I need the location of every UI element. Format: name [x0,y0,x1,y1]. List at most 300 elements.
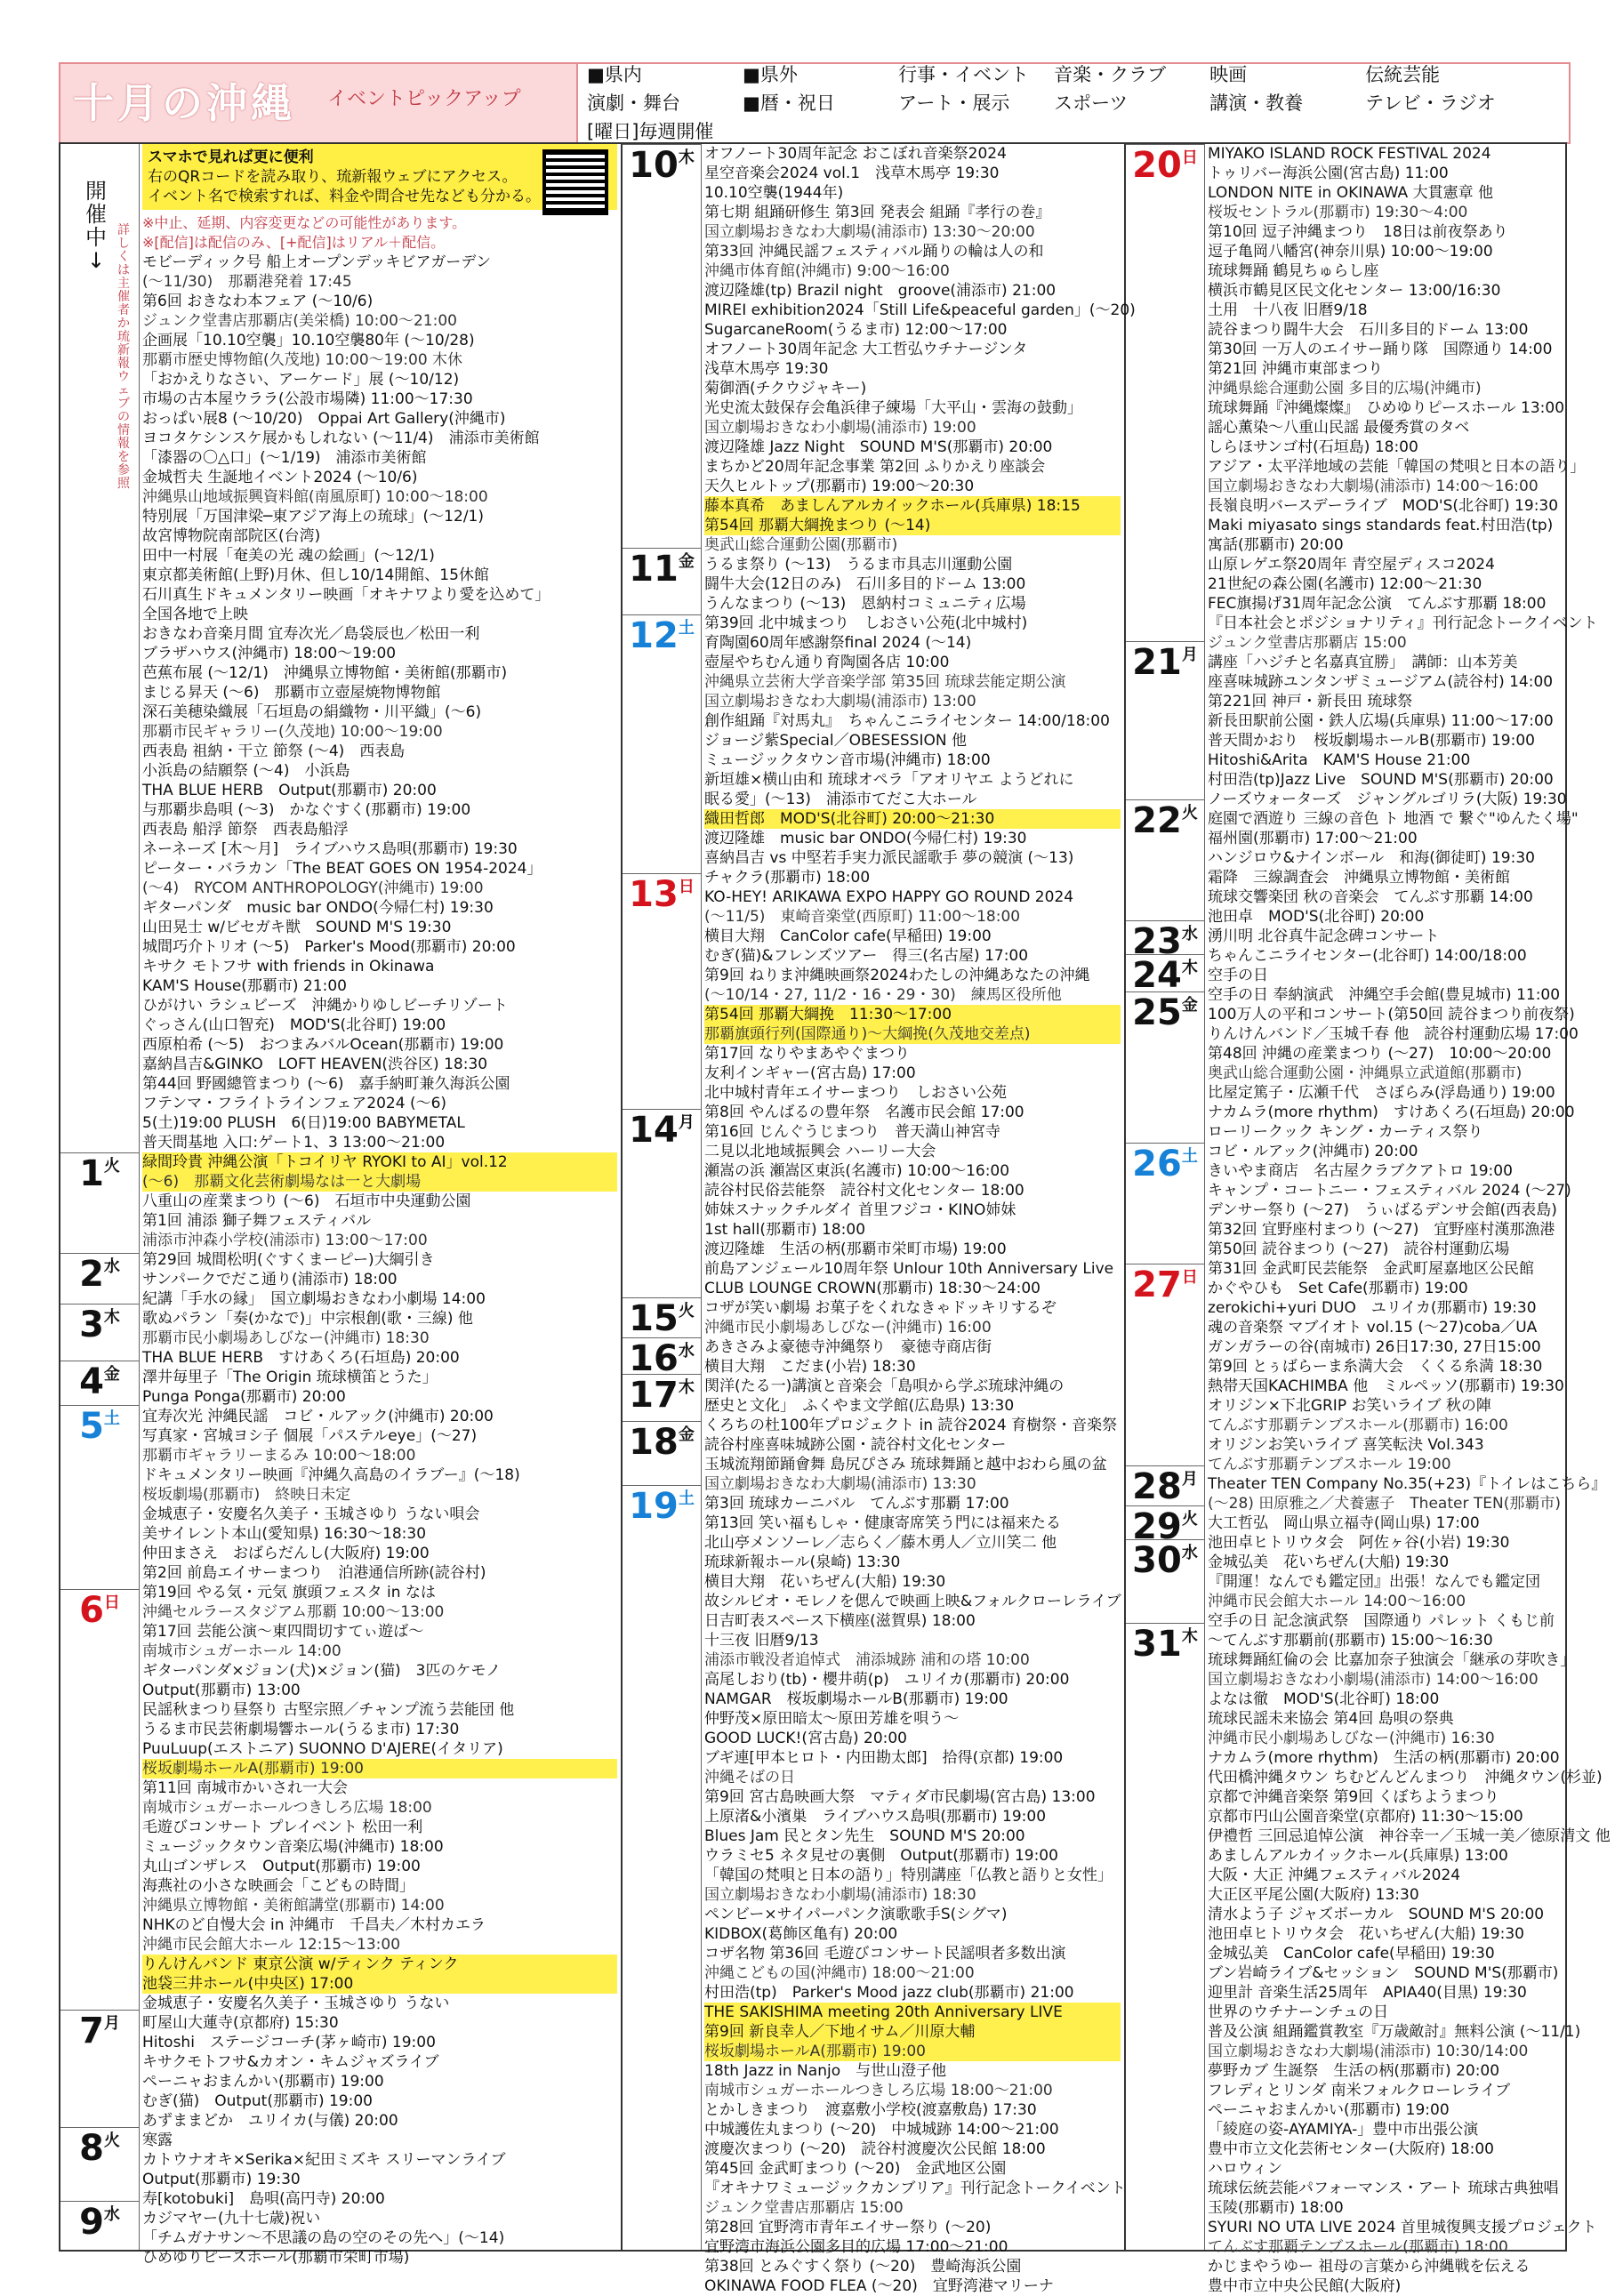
event-item[interactable]: ピーター・バラカン「The BEAT GOES ON 1954-2024」 [142,860,542,878]
event-item[interactable]: 第48回 沖縄の産業まつり (～27) 10:00～20:00 [1208,1045,1552,1063]
event-item[interactable]: 普天間基地 入口:ゲート1、3 13:00～21:00 [142,1134,446,1152]
event-item[interactable]: Theater TEN Company No.35(+23)『トイレはこちら』 [1208,1475,1607,1493]
event-item[interactable]: 第32回 宜野座村まつり (～27) 宜野座村漢那漁港 [1208,1221,1555,1239]
event-item[interactable]: 寓話(那覇市) 20:00 [1208,536,1344,554]
event-item[interactable]: 南城市シュガーホールつきしろ広場 18:00 [142,1799,432,1817]
event-item[interactable]: 金城哲夫 生誕地イベント2024 (～10/6) [142,469,418,486]
event-item[interactable]: ちゃんこニライセンター(北谷町) 14:00/18:00 [1208,947,1527,965]
event-item[interactable]: (～6) 那覇文化芸術劇場なは一と大劇場 [142,1172,617,1192]
event-item[interactable]: Hitoshi ステージコーチ(茅ヶ崎市) 19:00 [142,2034,436,2051]
event-item[interactable]: デンサー祭り (～27) うぃばるデンサ会館(西表島) [1208,1201,1557,1219]
event-item[interactable]: おきなわ音楽月間 宜寿次光／島袋辰也／松田一利 [142,625,480,643]
event-item[interactable]: 那覇市民小劇場あしびなー(沖縄市) 18:30 [142,1329,430,1347]
event-item[interactable]: Blues Jam 民とタン先生 SOUND M'S 20:00 [704,1827,1025,1845]
event-item[interactable]: 大正区平尾公園(大阪府) 13:30 [1208,1886,1419,1904]
event-item[interactable]: 第10回 逗子沖縄まつり 18日は前夜祭あり [1208,223,1508,241]
event-item[interactable]: 横目大翔 花いちぜん(大船) 19:30 [704,1573,946,1591]
event-item[interactable]: 二見以北地域振興会 ハーリー大会 [704,1143,936,1160]
event-item[interactable]: 湧川明 北谷真牛記念碑コンサート [1208,927,1440,945]
event-item[interactable]: 第七期 組踊研修生 第3回 発表会 組踊『孝行の巻』 [704,204,1051,221]
event-item[interactable]: ギターパンダ×ジョン(犬)×ジョン(猫) 3匹のケモノ [142,1662,502,1680]
event-item[interactable]: 玉城流翔節踊會舞 島尻ぴさみ 琉球舞踊と越中おわら風の盆 [704,1456,1107,1473]
event-item[interactable]: ～てんぶす那覇前(那覇市) 15:00～16:30 [1208,1632,1493,1650]
event-item[interactable]: ジュンク堂書店那覇店 15:00 [704,2199,904,2217]
event-item[interactable]: 第9回 とぅばらーま糸満大会 くくる糸満 18:30 [1208,1358,1543,1376]
event-item[interactable]: 西原柏希 (～5) おつまみバルOcean(那覇市) 19:00 [142,1036,504,1054]
event-item[interactable]: 豊中市立文化芸術センター(大阪府) 18:00 [1208,2140,1494,2158]
event-item[interactable]: 沖縄市民小劇場あしびなー(沖縄市) 16:30 [1208,1730,1495,1747]
event-item[interactable]: 国立劇場おきなわ大劇場(浦添市) 13:30 [704,1475,976,1493]
event-item[interactable]: トゥリバー海浜公園(宮古島) 11:00 [1208,165,1449,182]
event-item[interactable]: 国立劇場おきなわ大劇場(浦添市) 13:00 [704,693,976,710]
event-item[interactable]: SugarcaneRoom(うるま市) 12:00～17:00 [704,321,1008,339]
event-item[interactable]: 第30回 一万人のエイサー踊り隊 国際通り 14:00 [1208,341,1553,358]
event-item[interactable]: オフノート30周年記念 おこぼれ音楽祭2024 [704,145,1007,163]
event-item[interactable]: 第17回 なりやまあやぐまつり [704,1045,911,1063]
event-item[interactable]: GOOD LUCK!(宮古島) 20:00 [704,1730,907,1747]
event-item[interactable]: 琉球新報ホール(泉崎) 13:30 [704,1553,901,1571]
event-item[interactable]: ギターパンダ music bar ONDO(今帰仁村) 19:30 [142,899,494,917]
event-item[interactable]: 喜納昌吉 vs 中堅若手実力派民謡歌手 夢の競演 (～13) [704,849,1074,867]
event-item[interactable]: 第17回 芸能公演～東四間切すてぃ遊ば～ [142,1623,424,1641]
event-item[interactable]: 村田浩(tp)Jazz Live SOUND M'S(那覇市) 20:00 [1208,771,1554,789]
event-item[interactable]: 歴史と文化」 ふくやま文学館(広島県) 13:30 [704,1397,1015,1415]
event-item[interactable]: 第44回 野國總管まつり (～6) 嘉手納町兼久海浜公園 [142,1075,510,1093]
event-item[interactable]: 霜降 三線調査会 沖縄県立博物館・美術館 [1208,869,1510,887]
event-item[interactable]: まちかど20周年記念事業 第2回 ふりかえり座談会 [704,458,1046,476]
event-item[interactable]: 横浜市鶴見区民文化センター 13:00/16:30 [1208,282,1501,300]
event-item[interactable]: 池田卓ヒトリウタ会 阿佐ヶ谷(小岩) 19:30 [1208,1534,1510,1552]
event-item[interactable]: 企画展「10.10空襲」10.10空襲80年 (～10/28) [142,332,475,349]
event-item[interactable]: うるま市民芸術劇場響ホール(うるま市) 17:30 [142,1721,460,1738]
event-item[interactable]: ネーネーズ [木～月] ライブハウス島唄(那覇市) 19:30 [142,840,518,858]
event-item[interactable]: 第50回 読谷まつり (～27) 読谷村運動広場 [1208,1240,1510,1258]
event-item[interactable]: 国立劇場おきなわ大劇場(浦添市) 13:30～20:00 [704,223,1035,241]
event-item[interactable]: 金城弘美 花いちぜん(大船) 19:30 [1208,1553,1450,1571]
event-item[interactable]: 石川真生ドキュメンタリー映画「オキナワより愛を込めて」 [142,586,550,604]
event-item[interactable]: 山田晃士 w/ビセガキ獣 SOUND M'S 19:30 [142,919,452,936]
event-item[interactable]: 星空音楽会2024 vol.1 浅草木馬亭 19:30 [704,165,1000,182]
event-item[interactable]: 横目大翔 こだま(小岩) 18:30 [704,1358,916,1376]
event-item[interactable]: 沖縄市体育館(沖縄市) 9:00～16:00 [704,262,950,280]
event-item[interactable]: 光史流太鼓保存会亀浜律子練場「大平山・雲海の鼓動」 [704,399,1082,417]
event-item[interactable]: PuuLuup(エストニア) SUONNO D'AJERE(イタリア) [142,1740,503,1758]
event-item[interactable]: 第31回 金武町民芸能祭 金武町屋嘉地区公民館 [1208,1260,1535,1278]
event-item[interactable]: 池田卓ヒトリウタ会 花いちぜん(大船) 19:30 [1208,1925,1524,1943]
event-item[interactable]: THA BLUE HERB Output(那覇市) 20:00 [142,782,437,799]
event-item[interactable]: 熱帯天国KACHIMBA 他 ミルペッソ(那覇市) 19:30 [1208,1377,1564,1395]
event-item[interactable]: 中城護佐丸まつり (～20) 中城城跡 14:00～21:00 [704,2121,1059,2139]
event-item[interactable]: フレディとリンダ 南米フォルクローレライブ [1208,2082,1511,2099]
event-item[interactable]: うるま祭り (～13) うるま市具志川運動公園 [704,556,1013,574]
event-item[interactable]: キサクモトフサ&カオン・キムジャズライブ [142,2053,439,2071]
event-item[interactable]: 国立劇場おきなわ小劇場(浦添市) 14:00～16:00 [1208,1671,1539,1689]
event-item[interactable]: LONDON NITE in OKINAWA 大貫憲章 他 [1208,184,1493,202]
event-item[interactable]: ブン岩崎ライブ&セッション SOUND M'S(那覇市) [1208,1964,1559,1982]
event-item[interactable]: 新垣雄×横山由和 琉球オペラ「アオリヤエ ようどれに [704,771,1074,789]
event-item[interactable]: 琉球舞踊 鶴見ちゅらし座 [1208,262,1379,280]
event-item[interactable]: NAMGAR 桜坂劇場ホールB(那覇市) 19:00 [704,1690,1008,1708]
event-item[interactable]: モビーディック号 船上オープンデッキビアガーデン [142,253,491,271]
event-item[interactable]: ヨコタケシンスケ展かもしれない (～11/4) 浦添市美術館 [142,429,540,447]
event-item[interactable]: 桜坂セントラル(那覇市) 19:30～4:00 [1208,204,1468,221]
event-item[interactable]: 新長田駅前公園・鉄人広場(兵庫県) 11:00～17:00 [1208,712,1554,730]
event-item[interactable]: 国立劇場おきなわ小劇場(浦添市) 19:00 [704,419,976,437]
event-item[interactable]: 田中一村展「奄美の光 魂の絵画」(～12/1) [142,547,435,565]
event-item[interactable]: フテンマ・フライトラインフェア2024 (～6) [142,1095,447,1112]
event-item[interactable]: キャンプ・コートニー・フェスティバル 2024 (～27) [1208,1182,1571,1200]
event-item[interactable]: オリジンお笑いライブ 喜笑転決 Vol.343 [1208,1436,1484,1454]
event-item[interactable]: (～11/5) 東崎音楽堂(西原町) 11:00～18:00 [704,908,1021,926]
event-item[interactable]: キサク モトフサ with friends in Okinawa [142,958,435,975]
event-item[interactable]: 故シルビオ・モレノを偲んで映画上映&フォルクローレライブ [704,1593,1121,1610]
event-item[interactable]: まじる昇天 (～6) 那覇市立壺屋焼物博物館 [142,684,441,702]
event-item[interactable]: 第1回 浦添 獅子舞フェスティバル [142,1212,372,1230]
event-item[interactable]: 玉陵(那覇市) 18:00 [1208,2199,1344,2217]
event-item[interactable]: くろちの杜100年プロジェクト in 読谷2024 育樹祭・音楽祭 [704,1417,1118,1434]
event-item[interactable]: 南城市シュガーホール 14:00 [142,1642,341,1660]
event-item[interactable]: ドキュメンタリー映画『沖縄久高島のイラブー』(～18) [142,1466,520,1484]
event-item[interactable]: ひめゆりピースホール(那覇市栄町市場) [142,2249,410,2267]
event-item[interactable]: 沖縄県山地域振興資料館(南風原町) 10:00～18:00 [142,488,488,506]
event-item[interactable]: 美サイレント本山(愛知県) 16:30～18:30 [142,1525,427,1543]
event-item[interactable]: 紀講「手水の縁」 国立劇場おきなわ小劇場 14:00 [142,1290,486,1308]
event-item[interactable]: 民謡秋まつり昼祭り 古堅宗照／チャンプ流う芸能団 他 [142,1701,515,1719]
event-item[interactable]: zerokichi+yuri DUO ユリイカ(那覇市) 19:30 [1208,1299,1537,1317]
event-item[interactable]: 第29回 城間松明(ぐすくまーピー)大綱引き [142,1251,435,1269]
event-item[interactable]: 与那覇歩島唄 (～3) かなぐすく(那覇市) 19:00 [142,801,471,819]
event-item[interactable]: 寿[kotobuki] 島唄(高円寺) 20:00 [142,2190,385,2208]
event-item[interactable]: ミュージックタウン音市場(沖縄市) 18:00 [704,751,991,769]
event-item[interactable]: 壺屋やちむん通り育陶園各店 10:00 [704,654,950,671]
event-item[interactable]: うんなまつり (～13) 恩納村コミュニティ広場 [704,595,1026,613]
event-item[interactable]: 桜坂劇場(那覇市) 終映日未定 [142,1486,351,1504]
event-item[interactable]: 読谷まつり闘牛大会 石川多目的ドーム 13:00 [1208,321,1529,339]
event-item[interactable]: 関洋(たる一)講演と音楽会「島唄から学ぶ琉球沖縄の [704,1377,1065,1395]
event-item[interactable]: 瀬嵩の浜 瀬嵩区東浜(名護市) 10:00～16:00 [704,1162,1010,1180]
event-item[interactable]: 第28回 宜野湾市青年エイサー祭り (～20) [704,2219,992,2236]
event-item[interactable]: 「おかえりなさい、アーケード」展 (～10/12) [142,371,460,389]
event-item[interactable]: 「韓国の梵唄と日本の語り」特別講座「仏教と語りと女性」 [704,1867,1113,1884]
event-item[interactable]: 写真家・宮城ヨシ子 個展「パステルeye」(～27) [142,1427,478,1445]
event-item[interactable]: 育陶園60周年感謝祭final 2024 (～14) [704,634,972,652]
event-item[interactable]: 国立劇場おきなわ大劇場(浦添市) 14:00～16:00 [1208,478,1539,495]
event-item[interactable]: CLUB LOUNGE CROWN(那覇市) 18:30～24:00 [704,1280,1040,1297]
event-item[interactable]: 読谷村座喜味城跡公園・読谷村文化センター [704,1436,1007,1454]
event-item[interactable]: あずままどか ユリイカ(与儀) 20:00 [142,2112,398,2130]
event-item[interactable]: MIYAKO ISLAND ROCK FESTIVAL 2024 [1208,145,1491,163]
event-item[interactable]: 東京都美術館(上野)月休、但し10/14開館、15休館 [142,566,489,584]
event-item[interactable]: 仲田まさえ おばらだんし(大阪府) 19:00 [142,1545,430,1562]
event-item[interactable]: かじまやうゆー 祖母の言葉から沖縄戦を伝える [1208,2258,1531,2276]
event-item[interactable]: 第9回 新良幸人／下地イサム／川原大輔 [704,2022,1121,2042]
event-item[interactable]: おっぱい展8 (～10/20) Oppai Art Gallery(沖縄市) [142,410,506,428]
event-item[interactable]: てんぶす那覇テンブスホール 19:00 [1208,1456,1451,1473]
event-item[interactable]: SYURI NO UTA LIVE 2024 首里城復興支援プロジェクト [1208,2219,1597,2236]
event-item[interactable]: 澤井毎里子「The Origin 琉球横笛とうた」 [142,1369,438,1386]
event-item[interactable]: 金城恵子・安慶名久美子・玉城さゆり うない [142,1995,450,2012]
event-item[interactable]: てんぶす那覇テンブスホール(那覇市) 16:00 [1208,1417,1508,1434]
event-item[interactable]: 琉球交響楽団 秋の音楽会 てんぶす那覇 14:00 [1208,888,1533,906]
event-item[interactable]: 18th Jazz in Nanjo 与世山澄子他 [704,2062,947,2080]
event-item[interactable]: 比屋定篤子・広瀬千代 さぼらみ(浮島通り) 19:00 [1208,1084,1555,1102]
event-item[interactable]: (～11/30) 那覇港発着 17:45 [142,273,352,291]
event-item[interactable]: 第54回 那覇大綱挽 11:30～17:00 [704,1005,1121,1024]
event-item[interactable]: 第54回 那覇大綱挽まつり (～14) [704,516,1121,535]
event-item[interactable]: 伊禮哲 三回忌追悼公演 神谷幸一／玉城一美／徳原清文 他 [1208,1827,1611,1845]
event-item[interactable]: 特別展「万国津梁─東アジア海上の琉球」(～12/1) [142,508,484,526]
event-item[interactable]: 京都で沖縄音楽祭 第9回 くぼちようまつり [1208,1788,1499,1806]
event-item[interactable]: 宜野湾市海浜公園多目的広場 17:00～21:00 [704,2238,1008,2256]
event-item[interactable]: 日吉町表スペース下横座(滋賀県) 18:00 [704,1612,976,1630]
event-item[interactable]: 逗子亀岡八幡宮(神奈川県) 10:00～19:00 [1208,243,1493,261]
event-item[interactable]: 空手の日 [1208,967,1268,984]
event-item[interactable]: 渡慶次まつり (～20) 読谷村渡慶次公民館 18:00 [704,2140,1046,2158]
event-item[interactable]: 友利インギャー(宮古島) 17:00 [704,1064,916,1082]
event-item[interactable]: THA BLUE HERB すけあくろ(石垣島) 20:00 [142,1349,460,1367]
event-item[interactable]: 渡辺隆雄 Jazz Night SOUND M'S(那覇市) 20:00 [704,438,1053,456]
event-item[interactable]: 町屋山大蓮寺(京都府) 15:30 [142,2014,339,2032]
event-item[interactable]: Output(那覇市) 13:00 [142,1682,301,1699]
event-item[interactable]: コザ名物 第36回 毛遊びコンサート民謡唄者多数出演 [704,1945,1066,1963]
event-item[interactable]: KAM'S House(那覇市) 21:00 [142,977,347,995]
event-item[interactable]: ハロウィン [1208,2160,1282,2178]
event-item[interactable]: とかしきまつり 渡嘉敷小学校(渡嘉敷島) 17:30 [704,2101,1037,2119]
event-item[interactable]: あましんアルカイックホール(兵庫県) 13:00 [1208,1847,1508,1865]
event-item[interactable]: 仲野茂×原田暗太～原田芳雄を唄う～ [704,1710,960,1728]
event-item[interactable]: 『日本社会とポジショナリティ』刊行記念トークイベント [1208,614,1598,632]
event-item[interactable]: 桜坂劇場ホールA(那覇市) 19:00 [142,1759,617,1778]
event-item[interactable]: ガンガラーの谷(南城市) 26日17:30, 27日15:00 [1208,1338,1541,1356]
event-item[interactable]: 渡辺隆雄 生活の柄(那覇市栄町市場) 19:00 [704,1240,1007,1258]
event-item[interactable]: 『オキナワミュージックカンブリア』刊行記念トークイベント [704,2180,1126,2197]
event-item[interactable]: ペンビー×サイパーパンク演歌歌手S(シグマ) [704,1906,1008,1923]
event-item[interactable]: 沖縄こどもの国(沖縄市) 18:00～21:00 [704,1964,975,1982]
event-item[interactable]: Output(那覇市) 19:30 [142,2171,301,2188]
event-item[interactable]: NHKのど自慢大会 in 沖縄市 千昌夫／木村カエラ [142,1916,486,1934]
event-item[interactable]: 奥武山総合運動公園・沖縄県立武道館(那覇市) [1208,1064,1523,1082]
event-item[interactable]: 京都市円山公園音楽堂(京都府) 11:30～15:00 [1208,1808,1523,1826]
event-item[interactable]: むぎ(猫) Output(那覇市) 19:00 [142,2092,373,2110]
event-item[interactable]: 福州園(那覇市) 17:00～21:00 [1208,830,1418,847]
event-item[interactable]: 第2回 前島エイサーまつり 泊港通信所跡(読谷村) [142,1564,486,1582]
event-item[interactable]: 「綾庭の姿-AYAMIYA-」豊中市出張公演 [1208,2121,1479,2139]
event-item[interactable]: 深石美穂染織展「石垣島の絹織物・川平織」(～6) [142,703,482,721]
event-item[interactable]: 芭蕉布展 (～12/1) 沖縄県立博物館・美術館(那覇市) [142,664,508,682]
event-item[interactable]: 村田浩(tp) Parker's Mood jazz club(那覇市) 21:00 [704,1984,1074,2002]
event-item[interactable]: 迎里計 音楽生活25周年 APIA40(目黒) 19:30 [1208,1984,1527,2002]
event-item[interactable]: (～4) RYCOM ANTHROPOLOGY(沖縄市) 19:00 [142,879,484,897]
event-item[interactable]: 第9回 ねりま沖縄映画祭2024わたしの沖縄あなたの沖縄 [704,967,1090,984]
event-item[interactable]: 浦添市戦没者追悼式 浦添城跡 浦和の塔 10:00 [704,1651,1030,1669]
event-item[interactable]: 代田橋沖縄タウン ちむどんどんまつり 沖縄タウン(杉並) [1208,1769,1603,1786]
event-item[interactable]: 池田卓 MOD'S(北谷町) 20:00 [1208,908,1425,926]
event-item[interactable]: 沖縄市民小劇場あしびなー(沖縄市) 16:00 [704,1319,992,1337]
event-item[interactable]: 土用 十八夜 旧暦9/18 [1208,301,1368,319]
event-item[interactable]: 菊御酒(チクウジャキー) [704,380,867,397]
event-item[interactable]: 渡辺隆雄 music bar ONDO(今帰仁村) 19:30 [704,830,1027,847]
event-item[interactable]: 第19回 やる気・元気 旗頭フェスタ in なは [142,1584,436,1602]
event-item[interactable]: 姉妹スナックチルダイ 首里フジコ・KINO姉妹 [704,1201,1016,1219]
event-item[interactable]: 全国各地で上映 [142,606,248,623]
event-item[interactable]: 沖縄セルラースタジアム那覇 10:00～13:00 [142,1603,445,1621]
event-item[interactable]: 西表島 祖納・干立 節祭 (～4) 西表島 [142,743,406,760]
event-item[interactable]: 国立劇場おきなわ大劇場(浦添市) 10:30/14:00 [1208,2043,1529,2060]
event-item[interactable]: 十三夜 旧暦9/13 [704,1632,819,1650]
event-item[interactable]: ブラザハウス(沖縄市) 18:00～19:00 [142,645,397,662]
event-item[interactable]: 那覇市歴史博物館(久茂地) 10:00～19:00 木休 [142,351,463,369]
event-item[interactable]: 那覇旗頭行列(国際通り)～大綱挽(久茂地交差点) [704,1024,1121,1044]
event-item[interactable]: チャクラ(那覇市) 18:00 [704,869,871,887]
event-item[interactable]: 琉球民謡未来協会 第4回 島唄の祭典 [1208,1710,1454,1728]
event-item[interactable]: 海燕社の小さな映画会「こどもの時間」 [142,1877,414,1895]
event-item[interactable]: 渡辺隆雄(tp) Brazil night groove(浦添市) 21:00 [704,282,1057,300]
event-item[interactable]: 市場の古本屋ウララ(公設市場隣) 11:00～17:30 [142,390,473,408]
event-item[interactable]: 琉球舞踊紅倫の会 比嘉加奈子独演会「継承の芽吹き」 [1208,1651,1576,1669]
event-item[interactable]: 創作組踊『対馬丸』 ちゃんこニライセンター 14:00/18:00 [704,712,1110,730]
event-item[interactable]: 第221回 神戸・新長田 琉球祭 [1208,693,1413,710]
event-item[interactable]: 100万人の平和コンサート(第50回 読谷まつり前夜祭) [1208,1006,1575,1024]
event-item[interactable]: (～28) 田原雅之／犬養憲子 Theater TEN(那覇市) [1208,1495,1561,1513]
event-item[interactable]: 横目大翔 CanColor cafe(早稲田) 19:00 [704,927,992,945]
event-item[interactable]: 南城市シュガーホールつきしろ広場 18:00～21:00 [704,2082,1053,2099]
event-item[interactable]: 藤本真希 あましんアルカイックホール(兵庫県) 18:15 [704,496,1121,516]
event-item[interactable]: 沖縄市民会館大ホール 14:00～16:00 [1208,1593,1466,1610]
event-item[interactable]: 第9回 宮古島映画大祭 マティダ市民劇場(宮古島) 13:00 [704,1788,1096,1806]
event-item[interactable]: 読谷村民俗芸能祭 読谷村文化センター 18:00 [704,1182,1024,1200]
event-item[interactable]: 浦添市沖森小学校(浦添市) 13:00～17:00 [142,1232,428,1249]
event-item[interactable]: THE SAKISHIMA meeting 20th Anniversary LIVE [704,2003,1121,2022]
event-item[interactable]: 世界のウチナーンチュの日 [1208,2003,1389,2021]
event-item[interactable]: 池袋三井ホール(中央区) 17:00 [142,1974,617,1994]
event-item[interactable]: よなは徹 MOD'S(北谷町) 18:00 [1208,1690,1440,1708]
event-item[interactable]: 沖縄そばの日 [704,1769,795,1786]
event-item[interactable]: りんけんバンド／玉城千春 他 読谷村運動広場 17:00 [1208,1025,1579,1043]
event-item[interactable]: 大工哲弘 岡山県立福寺(岡山県) 17:00 [1208,1514,1480,1532]
event-item[interactable]: 謡心薫染～八重山民謡 最優秀賞のタベ [1208,419,1470,437]
event-item[interactable]: 庭園で酒遊り 三線の音色 ト 地酒 で 繋ぐ"ゆんたく場" [1208,810,1579,828]
event-item[interactable]: 緑間玲貴 沖縄公演「トコイリヤ RYOKI to AI」vol.12 [142,1152,617,1172]
event-item[interactable]: 桜坂劇場ホールA(那覇市) 19:00 [704,2042,1121,2061]
event-item[interactable]: 10.10空襲(1944年) [704,184,844,202]
event-item[interactable]: ジュンク堂書店那覇店 15:00 [1208,634,1407,652]
event-item[interactable]: 第21回 沖縄市東部まつり [1208,360,1384,378]
event-item[interactable]: あきさみよ豪徳寺沖縄祭り 豪徳寺商店街 [704,1338,992,1356]
event-item[interactable]: 第13回 笑い福もしゃ・健康寄席笑う門には福来たる [704,1514,1062,1532]
event-item[interactable]: 嘉納昌吉&GINKO LOFT HEAVEN(渋谷区) 18:30 [142,1056,488,1073]
event-item[interactable]: Maki miyasato sings standards feat.村田浩(tp) [1208,517,1554,534]
event-item[interactable]: 21世紀の森公園(名護市) 12:00～21:30 [1208,575,1482,593]
qr-code-icon[interactable] [542,149,608,215]
event-item[interactable]: FEC旗揚げ31周年記念公演 てんぶす那覇 18:00 [1208,595,1547,613]
event-item[interactable]: 那覇市民ギャラリー(久茂地) 10:00～19:00 [142,723,443,741]
event-item[interactable]: アジア・太平洋地域の芸能「韓国の梵唄と日本の語り」 [1208,458,1586,476]
event-item[interactable]: ノーズウォーターズ ジャングルゴリラ(大阪) 19:30 [1208,791,1567,808]
event-item[interactable]: 沖縄市民会館大ホール 12:15～13:00 [142,1936,401,1954]
event-item[interactable]: オフノート30周年記念 大工哲弘ウチナージンタ [704,341,1028,358]
event-item[interactable]: カジマヤー(九十七歳)祝い [142,2210,321,2228]
event-item[interactable]: 西表島 船浮 節祭 西表島船浮 [142,821,349,839]
event-item[interactable]: 講座「ハジチと名嘉真宜勝」 講師：山本芳美 [1208,654,1518,671]
event-item[interactable]: 金城恵子・安慶名久美子・玉城さゆり うない唄会 [142,1505,480,1523]
event-item[interactable]: 浅草木馬亭 19:30 [704,360,829,378]
event-item[interactable]: 上原渚&小濱巣 ライブハウス島唄(那覇市) 19:00 [704,1808,1047,1826]
event-item[interactable]: 琉球伝統芸能パフォーマンス・アート 琉球古典独唱 [1208,2180,1559,2197]
event-item[interactable]: 「漆器の〇△口」(～1/19) 浦添市美術館 [142,449,427,467]
event-item[interactable]: ウラミセ5 ネタ見せの裏側 Output(那覇市) 19:00 [704,1847,1058,1865]
event-item[interactable]: ペーニャおまんかい(那覇市) 19:00 [1208,2101,1450,2119]
event-item[interactable]: 前島アンジェール10周年祭 Unlour 10th Anniversary Live [704,1260,1114,1278]
event-item[interactable]: ローリークック キング・カーティス祭り [1208,1123,1483,1141]
event-item[interactable]: KO-HEY! ARIKAWA EXPO HAPPY GO ROUND 2024 [704,888,1074,906]
event-item[interactable]: 大阪・大正 沖縄フェスティバル2024 [1208,1867,1461,1884]
event-item[interactable]: 普天間かおり 桜坂劇場ホールB(那覇市) 19:00 [1208,732,1535,750]
event-item[interactable]: 山原レゲエ祭20周年 青空屋ディスコ2024 [1208,556,1495,574]
event-item[interactable]: ぐっさん(山口智充) MOD'S(北谷町) 19:00 [142,1016,446,1034]
event-item[interactable]: 第8回 やんばるの豊年祭 名護市民会館 17:00 [704,1104,1024,1121]
event-item[interactable]: ハンジロウ&ナインボール 和海(御徒町) 19:30 [1208,849,1535,867]
event-item[interactable]: 闘牛大会(12日のみ) 石川多目的ドーム 13:00 [704,575,1026,593]
event-item[interactable]: Hitoshi&Arita KAM'S House 21:00 [1208,751,1471,769]
event-item[interactable]: りんけんバンド 東京公演 w/ティンク ティンク [142,1955,617,1974]
event-item[interactable]: 宜寿次光 沖縄民謡 コビ・ルアック(沖縄市) 20:00 [142,1408,494,1425]
event-item[interactable]: OKINAWA FOOD FLEA (～20) 宜野湾港マリーナ [704,2277,1054,2295]
event-item[interactable]: ブギ連[甲本ヒロト・内田勘太郎] 拾得(京都) 19:00 [704,1749,1064,1767]
event-item[interactable]: 眠る愛」(～13) 浦添市てだこ大ホール [704,791,977,808]
event-item[interactable]: 『開運！なんでも鑑定団』出張！なんでも鑑定団 [1208,1573,1540,1591]
event-item[interactable]: 第45回 金武町まつり (～20) 金武地区公園 [704,2160,1007,2178]
event-item[interactable]: 天久ヒルトップ(那覇市) 19:00～20:30 [704,478,975,495]
event-item[interactable]: 空手の日 記念演武祭 国際通り パレット くもじ前 [1208,1612,1555,1630]
event-item[interactable]: ミュージックタウン音楽広場(沖縄市) 18:00 [142,1838,444,1856]
event-item[interactable]: MIREI exhibition2024「Still Life&peaceful garden」(～20) [704,301,1136,319]
event-item[interactable]: 丸山ゴンザレス Output(那覇市) 19:00 [142,1858,421,1875]
event-item[interactable]: オリジン×下北GRIP お笑いライブ 秋の陣 [1208,1397,1491,1415]
event-item[interactable]: ジョージ紫Special／OBESESSION 他 [704,732,967,750]
event-item[interactable]: 座喜味城跡ユンタンザミュージアム(読谷村) 14:00 [1208,673,1554,691]
event-item[interactable]: 金城弘美 CanColor cafe(早稲田) 19:30 [1208,1945,1495,1963]
event-item[interactable]: サンパークでだこ通り(浦添市) 18:00 [142,1271,398,1288]
event-item[interactable]: 小浜島の結願祭 (～4) 小浜島 [142,762,350,780]
event-item[interactable]: 第38回 とみぐすく祭り (～20) 豊崎海浜公園 [704,2258,1022,2276]
event-item[interactable]: ペーニャおまんかい(那覇市) 19:00 [142,2073,384,2091]
event-item[interactable]: 清水よう子 ジャズボーカル SOUND M'S 20:00 [1208,1906,1545,1923]
event-item[interactable]: ナカムラ(more rhythm) 生活の柄(那覇市) 20:00 [1208,1749,1560,1767]
event-item[interactable]: 歌ぬパラン「奏(かなで)」中宗根創(歌・三線) 他 [142,1310,473,1328]
event-item[interactable]: 夢野カブ 生誕祭 生活の柄(那覇市) 20:00 [1208,2062,1500,2080]
event-item[interactable]: コザが笑い劇場 お菓子をくれなきゃドッキリするぞ [704,1299,1057,1317]
event-item[interactable]: 第16回 じんぐうじまつり 普天満山神宮寺 [704,1123,1001,1141]
event-item[interactable]: 豊中市立中央公民館(大阪府) [1208,2277,1402,2295]
event-item[interactable]: 「チムガナサン～不思議の島の空のその先へ」(～14) [142,2229,505,2247]
event-item[interactable]: 織田哲郎 MOD'S(北谷町) 20:00～21:30 [704,809,1121,829]
event-item[interactable]: 沖縄県総合運動公園 多目的広場(沖縄市) [1208,380,1482,397]
event-item[interactable]: 那覇市ギャラリーまるみ 10:00～18:00 [142,1447,416,1465]
event-item[interactable]: 普及公演 組踊鑑賞教室『万歳敵討』無料公演 (～11/1) [1208,2023,1581,2041]
event-item[interactable]: コビ・ルアック(沖縄市) 20:00 [1208,1143,1418,1160]
event-item[interactable]: かぐやひも Set Cafe(那覇市) 19:00 [1208,1280,1468,1297]
event-item[interactable]: (～10/14・27, 11/2・16・29・30) 練馬区役所他 [704,986,1062,1004]
event-item[interactable]: 魂の音楽祭 マブイオト vol.15 (～27)coba／UA [1208,1319,1538,1337]
event-item[interactable]: 北中城村青年エイサーまつり しおさい公苑 [704,1084,1007,1102]
event-item[interactable]: 1st hall(那覇市) 18:00 [704,1221,866,1239]
event-item[interactable]: 毛遊びコンサート プレイベント 松田一利 [142,1818,423,1836]
event-item[interactable]: 5(土)19:00 PLUSH 6(日)19:00 BABYMETAL [142,1114,465,1132]
event-item[interactable]: ひがけい ラシュビーズ 沖縄かりゆしビーチリゾート [142,997,508,1015]
event-item[interactable]: Punga Ponga(那覇市) 20:00 [142,1388,346,1406]
event-item[interactable]: 空手の日 奉納演武 沖縄空手会館(豊見城市) 11:00 [1208,986,1561,1004]
event-item[interactable]: むぎ(猫)&フレンズツアー 得三(名古屋) 17:00 [704,947,1029,965]
